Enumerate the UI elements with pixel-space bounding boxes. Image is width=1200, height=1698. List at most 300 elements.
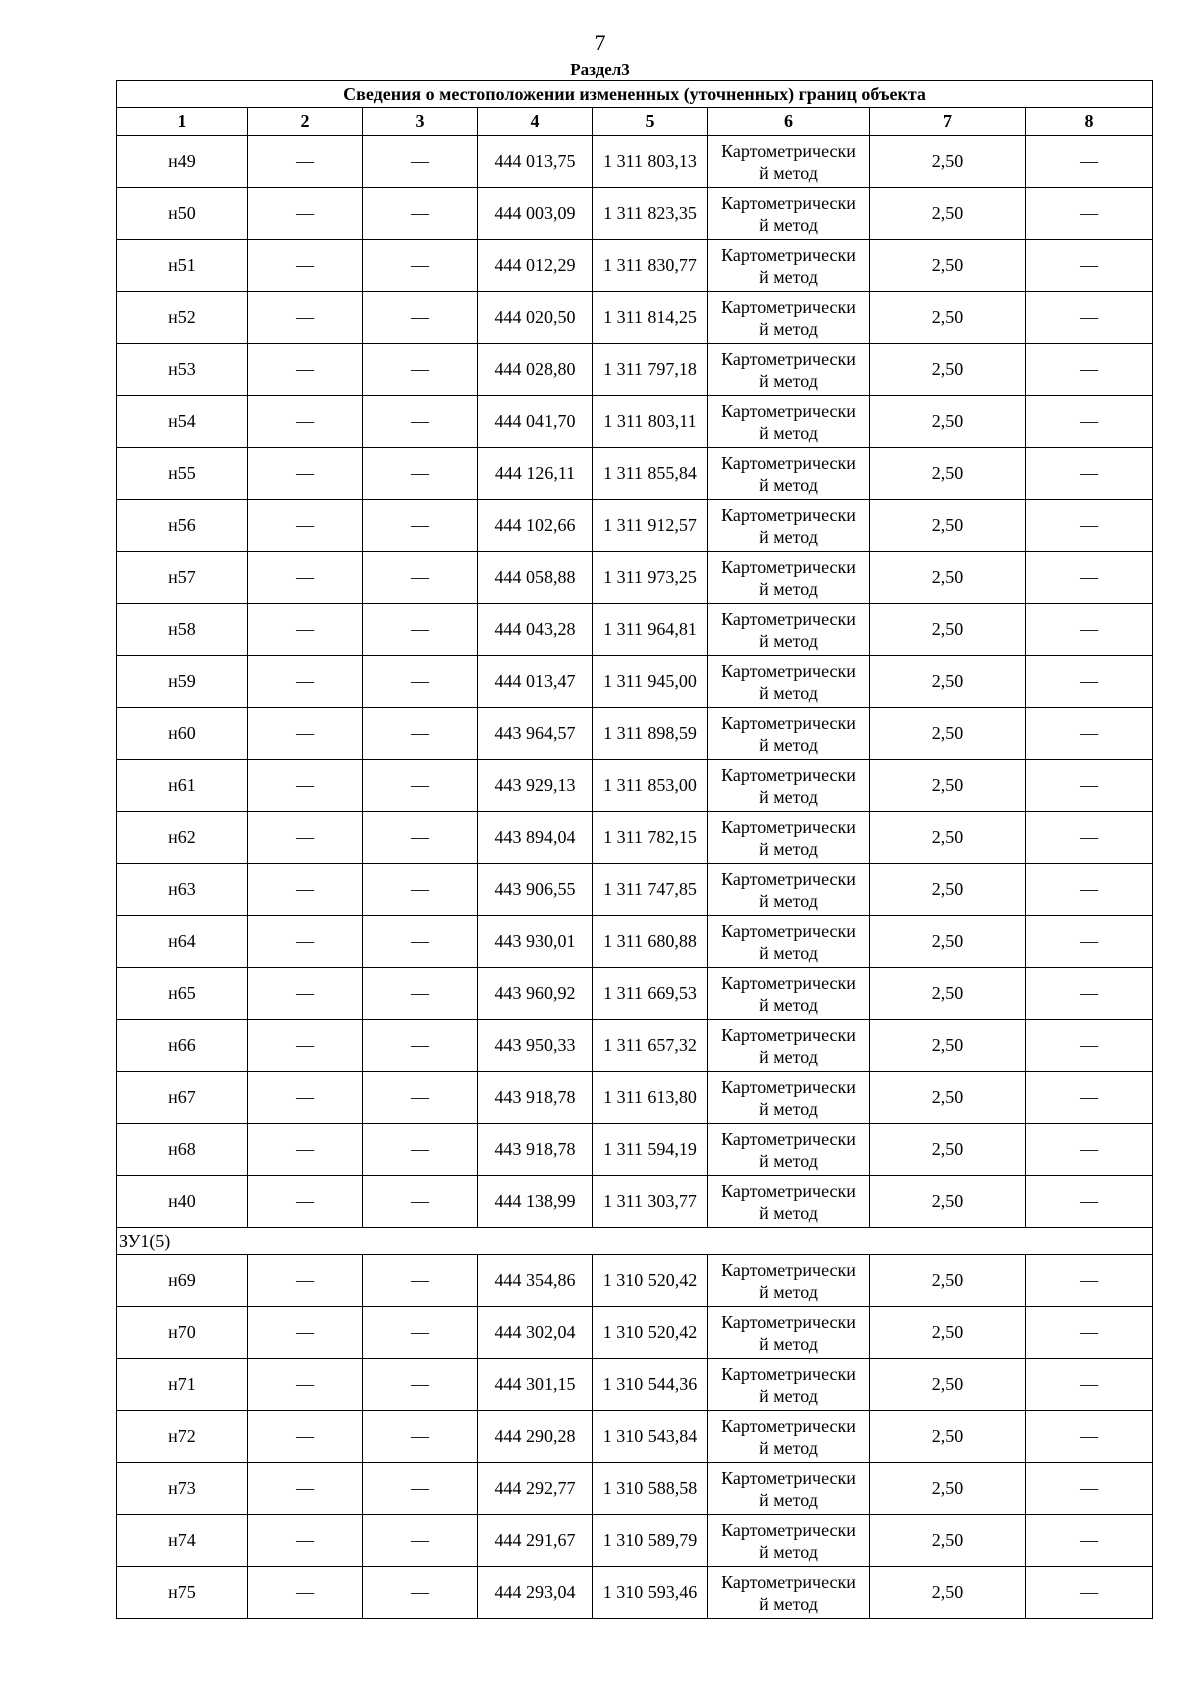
accuracy-cell: 2,50 [870, 240, 1026, 292]
dash-cell: — [363, 240, 478, 292]
method-cell [708, 136, 870, 188]
point-name-cell: н40 [117, 1176, 248, 1228]
dash-cell: — [1026, 604, 1153, 656]
method-cell [708, 1359, 870, 1411]
point-name-cell: н49 [117, 136, 248, 188]
y-coordinate-cell: 1 311 830,77 [593, 240, 708, 292]
dash-cell: — [1026, 448, 1153, 500]
x-coordinate-cell: 444 293,04 [478, 1567, 593, 1619]
accuracy-cell: 2,50 [870, 136, 1026, 188]
x-coordinate-cell: 444 138,99 [478, 1176, 593, 1228]
dash-cell: — [363, 1411, 478, 1463]
x-coordinate-cell: 444 041,70 [478, 396, 593, 448]
accuracy-cell: 2,50 [870, 1124, 1026, 1176]
dash-cell: — [363, 1307, 478, 1359]
table-row [117, 1176, 1153, 1228]
method-line: Картометрически [721, 1519, 856, 1540]
dash-cell: — [248, 604, 363, 656]
section-title: Раздел3 [570, 60, 630, 79]
table-row [117, 448, 1153, 500]
method-cell [708, 1515, 870, 1567]
method-line: Картометрически [721, 816, 856, 837]
method-line: й метод [759, 994, 818, 1015]
method-line: Картометрически [721, 140, 856, 161]
method-line: й метод [759, 786, 818, 807]
method-line: Картометрически [721, 244, 856, 265]
table-row [117, 1515, 1153, 1567]
dash-cell: — [248, 1411, 363, 1463]
method-cell [708, 760, 870, 812]
accuracy-cell: 2,50 [870, 760, 1026, 812]
method-line: Картометрически [721, 868, 856, 889]
method-line: й метод [759, 370, 818, 391]
accuracy-cell: 2,50 [870, 292, 1026, 344]
dash-cell: — [1026, 240, 1153, 292]
dash-cell: — [363, 760, 478, 812]
dash-cell: — [248, 500, 363, 552]
dash-cell: — [1026, 1072, 1153, 1124]
point-name-cell: н71 [117, 1359, 248, 1411]
method-line: й метод [759, 1281, 818, 1302]
method-cell [708, 1567, 870, 1619]
x-coordinate-cell: 444 291,67 [478, 1515, 593, 1567]
method-cell [708, 292, 870, 344]
point-name-cell: н59 [117, 656, 248, 708]
method-line: й метод [759, 526, 818, 547]
x-coordinate-cell: 443 918,78 [478, 1072, 593, 1124]
method-cell [708, 916, 870, 968]
table-row [117, 656, 1153, 708]
table-row [117, 1359, 1153, 1411]
x-coordinate-cell: 444 126,11 [478, 448, 593, 500]
point-name-cell: н55 [117, 448, 248, 500]
accuracy-cell: 2,50 [870, 344, 1026, 396]
point-name-cell: н75 [117, 1567, 248, 1619]
x-coordinate-cell: 444 012,29 [478, 240, 593, 292]
x-coordinate-cell: 443 894,04 [478, 812, 593, 864]
dash-cell: — [1026, 760, 1153, 812]
method-line: й метод [759, 1437, 818, 1458]
dash-cell: — [363, 1020, 478, 1072]
method-line: Картометрически [721, 1024, 856, 1045]
dash-cell: — [1026, 136, 1153, 188]
dash-cell: — [363, 1176, 478, 1228]
accuracy-cell: 2,50 [870, 396, 1026, 448]
y-coordinate-cell: 1 311 594,19 [593, 1124, 708, 1176]
dash-cell: — [248, 188, 363, 240]
y-coordinate-cell: 1 311 613,80 [593, 1072, 708, 1124]
method-line: Картометрически [721, 712, 856, 733]
method-line: й метод [759, 1333, 818, 1354]
dash-cell: — [363, 500, 478, 552]
accuracy-cell: 2,50 [870, 1020, 1026, 1072]
dash-cell: — [248, 1515, 363, 1567]
accuracy-cell: 2,50 [870, 708, 1026, 760]
dash-cell: — [1026, 968, 1153, 1020]
y-coordinate-cell: 1 311 803,13 [593, 136, 708, 188]
method-line: й метод [759, 1098, 818, 1119]
table-row [117, 1567, 1153, 1619]
dash-cell: — [1026, 864, 1153, 916]
method-line: Картометрически [721, 400, 856, 421]
method-line: Картометрически [721, 1363, 856, 1384]
y-coordinate-cell: 1 311 747,85 [593, 864, 708, 916]
dash-cell: — [248, 1463, 363, 1515]
column-number: 4 [478, 108, 593, 136]
method-cell [708, 708, 870, 760]
method-cell [708, 240, 870, 292]
table-row [117, 760, 1153, 812]
dash-cell: — [363, 916, 478, 968]
method-cell [708, 188, 870, 240]
dash-cell: — [363, 1072, 478, 1124]
x-coordinate-cell: 444 020,50 [478, 292, 593, 344]
y-coordinate-cell: 1 311 680,88 [593, 916, 708, 968]
dash-cell: — [248, 1072, 363, 1124]
method-line: й метод [759, 318, 818, 339]
column-number: 6 [708, 108, 870, 136]
column-number: 3 [363, 108, 478, 136]
method-line: й метод [759, 1593, 818, 1614]
method-cell [708, 1463, 870, 1515]
table-row [117, 552, 1153, 604]
x-coordinate-cell: 443 964,57 [478, 708, 593, 760]
dash-cell: — [1026, 500, 1153, 552]
table-row [117, 864, 1153, 916]
dash-cell: — [363, 396, 478, 448]
method-line: Картометрически [721, 972, 856, 993]
dash-cell: — [248, 136, 363, 188]
dash-cell: — [363, 188, 478, 240]
table-row [117, 240, 1153, 292]
method-cell [708, 500, 870, 552]
accuracy-cell: 2,50 [870, 1359, 1026, 1411]
y-coordinate-cell: 1 310 544,36 [593, 1359, 708, 1411]
method-line: й метод [759, 422, 818, 443]
dash-cell: — [363, 448, 478, 500]
point-name-cell: н72 [117, 1411, 248, 1463]
y-coordinate-cell: 1 310 520,42 [593, 1307, 708, 1359]
x-coordinate-cell: 443 906,55 [478, 864, 593, 916]
y-coordinate-cell: 1 310 593,46 [593, 1567, 708, 1619]
dash-cell: — [363, 136, 478, 188]
point-name-cell: н64 [117, 916, 248, 968]
table-row [117, 1255, 1153, 1307]
table-row [117, 500, 1153, 552]
point-name-cell: н56 [117, 500, 248, 552]
dash-cell: — [248, 1255, 363, 1307]
method-line: й метод [759, 1541, 818, 1562]
dash-cell: — [248, 240, 363, 292]
dash-cell: — [1026, 396, 1153, 448]
dash-cell: — [363, 864, 478, 916]
dash-cell: — [248, 916, 363, 968]
dash-cell: — [248, 968, 363, 1020]
x-coordinate-cell: 444 290,28 [478, 1411, 593, 1463]
dash-cell: — [363, 1463, 478, 1515]
method-cell [708, 812, 870, 864]
method-cell [708, 864, 870, 916]
y-coordinate-cell: 1 310 520,42 [593, 1255, 708, 1307]
table-row [117, 1307, 1153, 1359]
accuracy-cell: 2,50 [870, 1411, 1026, 1463]
table-row [117, 1020, 1153, 1072]
y-coordinate-cell: 1 311 898,59 [593, 708, 708, 760]
method-cell [708, 344, 870, 396]
method-line: Картометрически [721, 452, 856, 473]
method-line: й метод [759, 1046, 818, 1067]
accuracy-cell: 2,50 [870, 1515, 1026, 1567]
dash-cell: — [363, 968, 478, 1020]
method-line: й метод [759, 1385, 818, 1406]
table-caption: Сведения о местоположении измененных (уточненных) границ объекта [117, 81, 1153, 108]
dash-cell: — [1026, 1411, 1153, 1463]
dash-cell: — [248, 1567, 363, 1619]
dash-cell: — [1026, 1463, 1153, 1515]
x-coordinate-cell: 444 301,15 [478, 1359, 593, 1411]
x-coordinate-cell: 443 960,92 [478, 968, 593, 1020]
accuracy-cell: 2,50 [870, 916, 1026, 968]
point-name-cell: н52 [117, 292, 248, 344]
dash-cell: — [363, 344, 478, 396]
accuracy-cell: 2,50 [870, 656, 1026, 708]
method-line: Картометрически [721, 1467, 856, 1488]
y-coordinate-cell: 1 311 814,25 [593, 292, 708, 344]
y-coordinate-cell: 1 311 973,25 [593, 552, 708, 604]
dash-cell: — [363, 1124, 478, 1176]
method-line: Картометрически [721, 192, 856, 213]
dash-cell: — [248, 344, 363, 396]
dash-cell: — [248, 1307, 363, 1359]
accuracy-cell: 2,50 [870, 1072, 1026, 1124]
method-line: Картометрически [721, 1311, 856, 1332]
dash-cell: — [248, 552, 363, 604]
y-coordinate-cell: 1 311 303,77 [593, 1176, 708, 1228]
x-coordinate-cell: 443 929,13 [478, 760, 593, 812]
dash-cell: — [363, 552, 478, 604]
dash-cell: — [363, 1255, 478, 1307]
dash-cell: — [248, 656, 363, 708]
point-name-cell: н68 [117, 1124, 248, 1176]
method-line: й метод [759, 578, 818, 599]
point-name-cell: н66 [117, 1020, 248, 1072]
method-cell [708, 656, 870, 708]
accuracy-cell: 2,50 [870, 448, 1026, 500]
dash-cell: — [1026, 1020, 1153, 1072]
accuracy-cell: 2,50 [870, 864, 1026, 916]
method-line: Картометрически [721, 920, 856, 941]
group-row [117, 1228, 1153, 1255]
point-name-cell: н69 [117, 1255, 248, 1307]
accuracy-cell: 2,50 [870, 1463, 1026, 1515]
method-line: Картометрически [721, 1180, 856, 1201]
dash-cell: — [1026, 708, 1153, 760]
y-coordinate-cell: 1 311 855,84 [593, 448, 708, 500]
dash-cell: — [363, 292, 478, 344]
method-line: Картометрически [721, 1128, 856, 1149]
dash-cell: — [1026, 916, 1153, 968]
accuracy-cell: 2,50 [870, 1255, 1026, 1307]
method-cell [708, 1176, 870, 1228]
coordinates-table [116, 80, 1153, 1619]
dash-cell: — [1026, 188, 1153, 240]
table-row [117, 396, 1153, 448]
dash-cell: — [363, 708, 478, 760]
accuracy-cell: 2,50 [870, 812, 1026, 864]
method-line: Картометрически [721, 608, 856, 629]
method-line: й метод [759, 266, 818, 287]
table-row [117, 136, 1153, 188]
method-cell [708, 396, 870, 448]
column-number: 2 [248, 108, 363, 136]
method-line: й метод [759, 838, 818, 859]
accuracy-cell: 2,50 [870, 604, 1026, 656]
method-line: Картометрически [721, 556, 856, 577]
dash-cell: — [248, 1020, 363, 1072]
point-name-cell: н50 [117, 188, 248, 240]
table-row [117, 292, 1153, 344]
method-cell [708, 1255, 870, 1307]
y-coordinate-cell: 1 311 669,53 [593, 968, 708, 1020]
dash-cell: — [248, 1359, 363, 1411]
method-line: й метод [759, 1150, 818, 1171]
method-line: Картометрически [721, 296, 856, 317]
dash-cell: — [363, 604, 478, 656]
x-coordinate-cell: 444 354,86 [478, 1255, 593, 1307]
dash-cell: — [248, 1124, 363, 1176]
method-line: й метод [759, 682, 818, 703]
method-line: Картометрически [721, 1076, 856, 1097]
x-coordinate-cell: 444 013,75 [478, 136, 593, 188]
x-coordinate-cell: 444 013,47 [478, 656, 593, 708]
table-row [117, 188, 1153, 240]
table-row [117, 812, 1153, 864]
dash-cell: — [363, 1359, 478, 1411]
method-line: Картометрически [721, 1571, 856, 1592]
method-cell [708, 1307, 870, 1359]
x-coordinate-cell: 443 950,33 [478, 1020, 593, 1072]
accuracy-cell: 2,50 [870, 188, 1026, 240]
point-name-cell: н73 [117, 1463, 248, 1515]
method-line: й метод [759, 630, 818, 651]
table-row [117, 968, 1153, 1020]
x-coordinate-cell: 443 918,78 [478, 1124, 593, 1176]
method-line: й метод [759, 1202, 818, 1223]
x-coordinate-cell: 444 302,04 [478, 1307, 593, 1359]
method-line: Картометрически [721, 1415, 856, 1436]
method-cell [708, 968, 870, 1020]
page-number: 7 [594, 30, 606, 55]
table-row [117, 1463, 1153, 1515]
point-name-cell: н60 [117, 708, 248, 760]
column-number: 1 [117, 108, 248, 136]
y-coordinate-cell: 1 311 912,57 [593, 500, 708, 552]
y-coordinate-cell: 1 311 803,11 [593, 396, 708, 448]
method-cell [708, 1072, 870, 1124]
dash-cell: — [1026, 1515, 1153, 1567]
x-coordinate-cell: 444 102,66 [478, 500, 593, 552]
point-name-cell: н65 [117, 968, 248, 1020]
dash-cell: — [1026, 292, 1153, 344]
x-coordinate-cell: 444 058,88 [478, 552, 593, 604]
dash-cell: — [1026, 1255, 1153, 1307]
table-row [117, 708, 1153, 760]
y-coordinate-cell: 1 310 588,58 [593, 1463, 708, 1515]
method-line: Картометрически [721, 1259, 856, 1280]
dash-cell: — [363, 1567, 478, 1619]
method-cell [708, 448, 870, 500]
dash-cell: — [1026, 1567, 1153, 1619]
point-name-cell: н70 [117, 1307, 248, 1359]
dash-cell: — [1026, 1307, 1153, 1359]
dash-cell: — [363, 812, 478, 864]
dash-cell: — [248, 396, 363, 448]
dash-cell: — [248, 864, 363, 916]
x-coordinate-cell: 444 003,09 [478, 188, 593, 240]
method-cell [708, 1020, 870, 1072]
dash-cell: — [248, 760, 363, 812]
y-coordinate-cell: 1 311 853,00 [593, 760, 708, 812]
y-coordinate-cell: 1 311 797,18 [593, 344, 708, 396]
accuracy-cell: 2,50 [870, 968, 1026, 1020]
y-coordinate-cell: 1 311 945,00 [593, 656, 708, 708]
method-line: Картометрически [721, 348, 856, 369]
method-cell [708, 1124, 870, 1176]
y-coordinate-cell: 1 311 782,15 [593, 812, 708, 864]
y-coordinate-cell: 1 311 657,32 [593, 1020, 708, 1072]
dash-cell: — [248, 292, 363, 344]
dash-cell: — [1026, 812, 1153, 864]
table-row [117, 1124, 1153, 1176]
dash-cell: — [248, 708, 363, 760]
method-line: й метод [759, 214, 818, 235]
x-coordinate-cell: 443 930,01 [478, 916, 593, 968]
y-coordinate-cell: 1 310 589,79 [593, 1515, 708, 1567]
point-name-cell: н63 [117, 864, 248, 916]
group-label: ЗУ1(5) [117, 1228, 1153, 1255]
table-row [117, 1411, 1153, 1463]
method-cell [708, 604, 870, 656]
method-line: й метод [759, 734, 818, 755]
column-number: 5 [593, 108, 708, 136]
x-coordinate-cell: 444 028,80 [478, 344, 593, 396]
y-coordinate-cell: 1 310 543,84 [593, 1411, 708, 1463]
dash-cell: — [248, 812, 363, 864]
table-row [117, 1072, 1153, 1124]
method-line: Картометрически [721, 504, 856, 525]
dash-cell: — [248, 1176, 363, 1228]
method-line: Картометрически [721, 764, 856, 785]
dash-cell: — [1026, 656, 1153, 708]
dash-cell: — [1026, 1124, 1153, 1176]
dash-cell: — [1026, 344, 1153, 396]
x-coordinate-cell: 444 043,28 [478, 604, 593, 656]
method-line: й метод [759, 474, 818, 495]
dash-cell: — [1026, 1176, 1153, 1228]
dash-cell: — [363, 1515, 478, 1567]
dash-cell: — [248, 448, 363, 500]
method-line: Картометрически [721, 660, 856, 681]
y-coordinate-cell: 1 311 964,81 [593, 604, 708, 656]
method-line: й метод [759, 162, 818, 183]
accuracy-cell: 2,50 [870, 552, 1026, 604]
method-line: й метод [759, 890, 818, 911]
point-name-cell: н54 [117, 396, 248, 448]
table-row [117, 344, 1153, 396]
point-name-cell: н53 [117, 344, 248, 396]
point-name-cell: н74 [117, 1515, 248, 1567]
table-row [117, 604, 1153, 656]
